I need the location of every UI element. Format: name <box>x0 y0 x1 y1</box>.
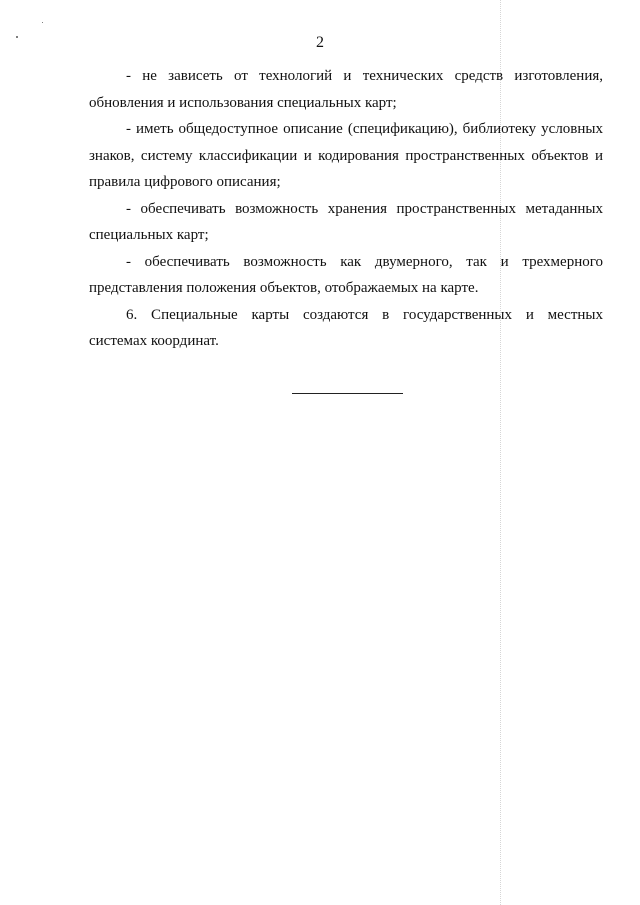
end-divider <box>292 393 403 394</box>
paragraph-4 <box>89 249 603 302</box>
paragraph-2 <box>89 116 603 196</box>
paragraph-continuation: знаков, систему классификации и кодирования пространственных объектов и правила цифрового описания; <box>89 147 603 190</box>
paragraph-3 <box>89 196 603 249</box>
paragraph-continuation: обновления и использования специальных карт; <box>89 94 397 111</box>
page-number: 2 <box>316 34 324 51</box>
paragraph-first-line: - не зависеть от технологий и технических средств изготовления, <box>126 68 603 84</box>
paragraph-1 <box>89 63 603 116</box>
paragraph-continuation: системах координат. <box>89 333 219 349</box>
paragraph-first-line: - иметь общедоступное описание (спецификацию), библиотеку условных <box>126 121 603 137</box>
paragraph-first-line: 6. Специальные карты создаются в государственных и местных <box>126 306 603 323</box>
paragraph-continuation: представления положения объектов, отображаемых на карте. <box>89 280 479 296</box>
paragraph-continuation: специальных карт; <box>89 227 209 243</box>
paragraph-first-line: - обеспечивать возможность как двумерного, так и трехмерного <box>126 253 603 270</box>
paragraph-5 <box>89 302 603 355</box>
paragraph-first-line: - обеспечивать возможность хранения пространственных метаданных <box>126 200 603 217</box>
scan-speck <box>42 22 43 23</box>
document-body <box>89 63 603 355</box>
